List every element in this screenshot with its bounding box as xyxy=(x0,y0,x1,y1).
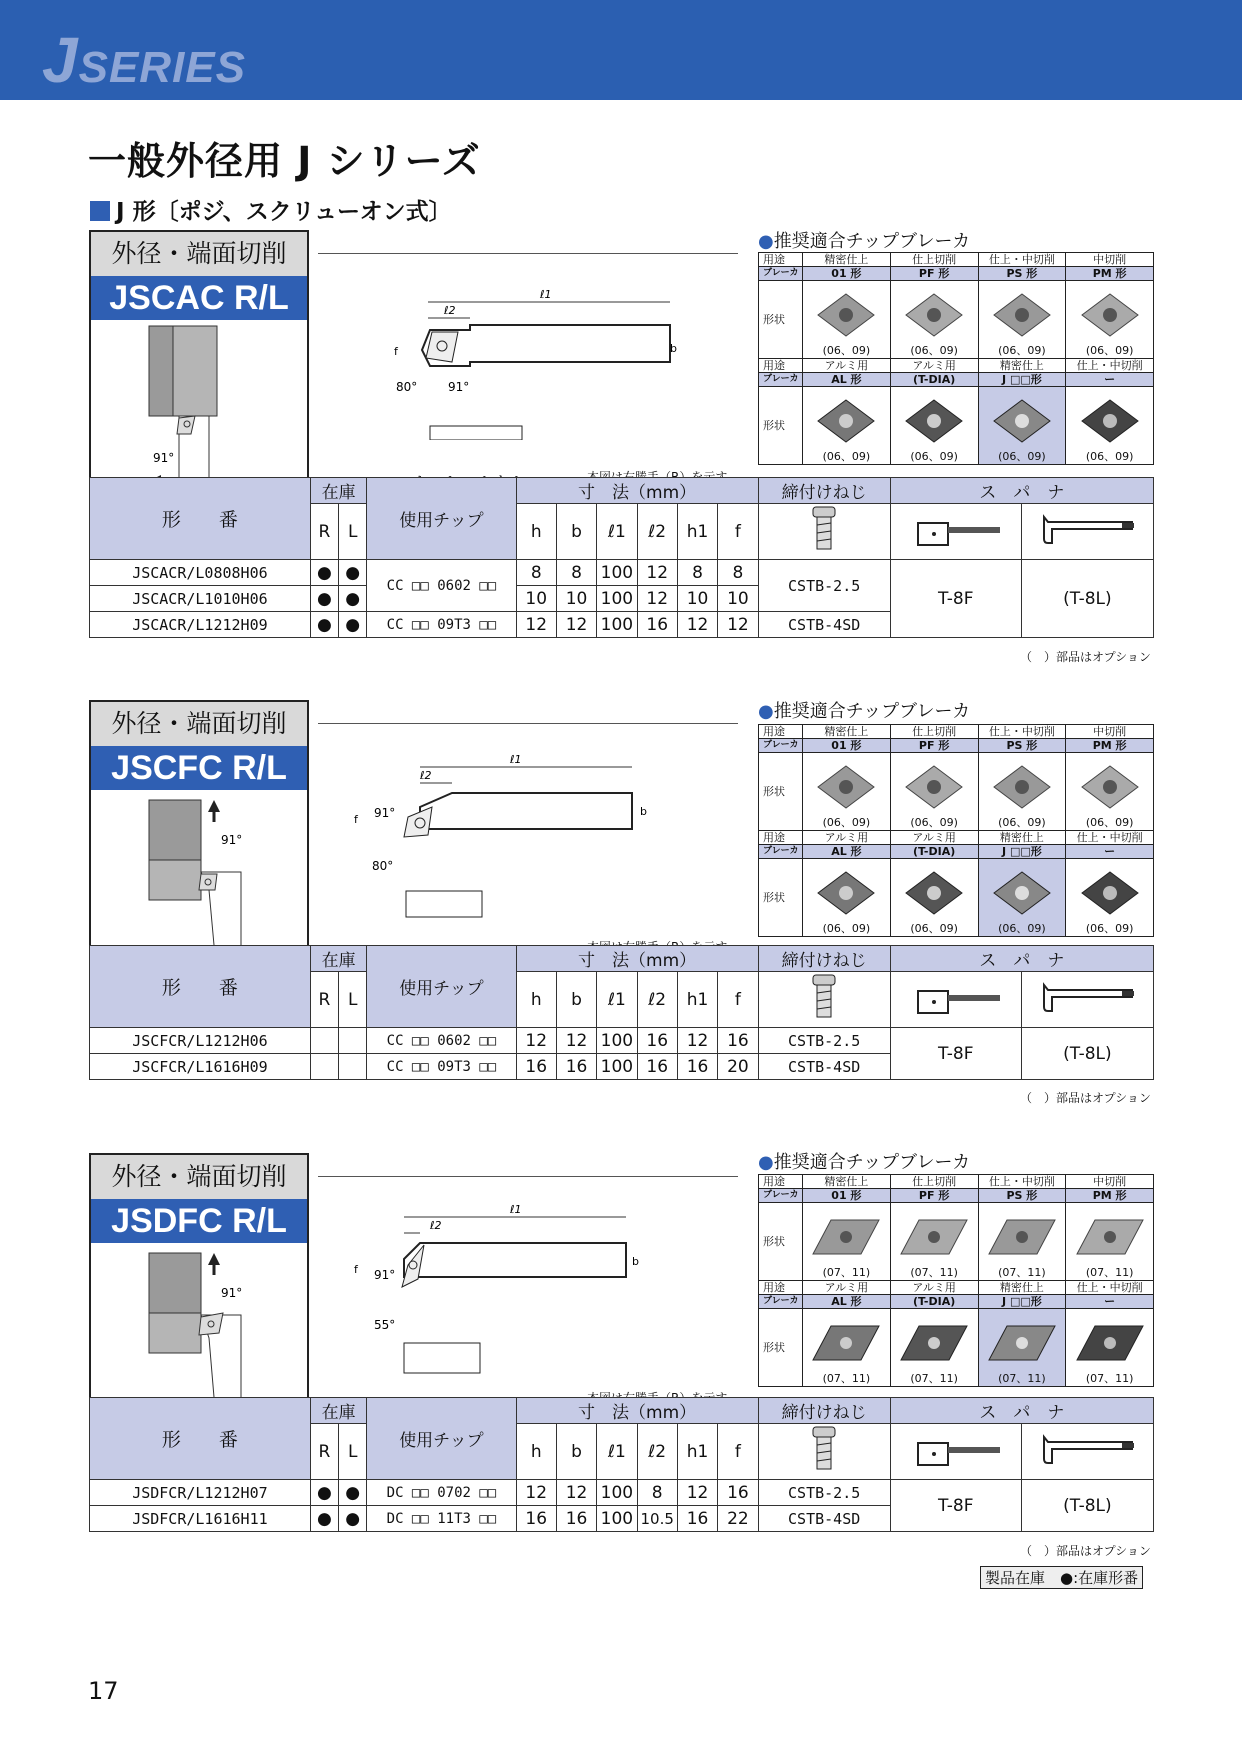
model-box xyxy=(89,230,309,498)
bullet-icon: ● xyxy=(758,1152,774,1173)
chip-cell: (07、11) xyxy=(803,1309,891,1387)
chip-cell: (06、09) xyxy=(1066,859,1154,937)
chip-cell: (06、09) xyxy=(978,281,1066,359)
wrench-l-icon xyxy=(1021,972,1153,1028)
chip-cell: (07、11) xyxy=(978,1309,1066,1387)
divider xyxy=(318,253,738,254)
chip-cell: (06、09) xyxy=(978,753,1066,831)
chip-breaker-table: 用途 精密仕上 仕上切削 仕上・中切削 中切削 ブレーカ 01 形 PF 形 PS 形 PM 形 形状 (06、09) (06、09) (06、09) (06、09) 用途 アルミ用 アルミ用 精密仕上 仕上・中切削 ブレーカ AL 形 (T-DIA) J □□形 ー 形状 (06、09) (06、09) (06、09) (06、09) xyxy=(758,724,1154,937)
svg-text:55°: 55° xyxy=(374,1318,396,1332)
svg-text:b: b xyxy=(640,805,647,818)
cut-label: 外径・端面切削 xyxy=(91,702,307,746)
insert-icon xyxy=(816,762,876,812)
stock-legend: 製品在庫 ●:在庫形番 xyxy=(980,1566,1143,1589)
chip-cell: (07、11) xyxy=(890,1309,978,1387)
svg-text:91°: 91° xyxy=(374,1268,396,1282)
insert-icon xyxy=(992,868,1052,918)
svg-text:b: b xyxy=(632,1255,639,1268)
insert-icon xyxy=(904,290,964,340)
chip-cell: (06、09) xyxy=(803,859,891,937)
insert-icon xyxy=(899,1212,969,1262)
insert-icon xyxy=(899,1318,969,1368)
bullet-icon: ● xyxy=(758,231,774,252)
page-number: 17 xyxy=(88,1677,119,1705)
svg-text:ℓ1: ℓ1 xyxy=(540,288,552,301)
insert-icon xyxy=(987,1212,1057,1262)
chip-cell: (07、11) xyxy=(1066,1309,1154,1387)
model-box xyxy=(89,1153,309,1421)
chip-cell: (06、09) xyxy=(978,387,1066,465)
svg-text:ℓ2: ℓ2 xyxy=(444,304,456,317)
chip-cell: (07、11) xyxy=(890,1203,978,1281)
cut-label: 外径・端面切削 xyxy=(91,232,307,276)
chip-cell: (06、09) xyxy=(890,753,978,831)
insert-icon xyxy=(1080,868,1140,918)
wrench-t-icon xyxy=(890,972,1021,1028)
svg-text:91°: 91° xyxy=(221,1286,243,1300)
tool-drawing xyxy=(320,280,750,440)
insert-icon xyxy=(811,1318,881,1368)
svg-text:91°: 91° xyxy=(153,451,175,465)
series-logo: JSERIES xyxy=(42,24,246,96)
insert-icon xyxy=(816,290,876,340)
wrench-l-icon xyxy=(1021,504,1153,560)
insert-icon xyxy=(1075,1318,1145,1368)
screw-icon xyxy=(758,972,890,1028)
svg-text:91°: 91° xyxy=(374,806,396,820)
insert-icon xyxy=(904,762,964,812)
insert-icon xyxy=(816,396,876,446)
svg-text:f: f xyxy=(354,1263,358,1276)
option-note: （ ）部品はオプション xyxy=(1020,650,1151,664)
insert-icon xyxy=(992,762,1052,812)
insert-icon xyxy=(904,396,964,446)
insert-icon xyxy=(816,868,876,918)
spec-table: 形 番 在庫 使用チップ 寸 法（mm） 締付けねじ ス パ ナ R L h b ℓ1 ℓ2 h1 f JSCACR/L0808H06 ● ● CC □□ 0602 □□ 8 8 100 12 8 8 CSTB-2.5 T-8F (T-8L) JSCACR/L1010H06 ● ● 10 10 100 12 10 10 JSCACR/L1212H09 ● ● CC □□ 09T3 □□ 12 12 100 16 12 12 CSTB-4SD xyxy=(89,477,1154,638)
spec-table: 形 番 在庫 使用チップ 寸 法（mm） 締付けねじ ス パ ナ R L h b ℓ1 ℓ2 h1 f JSCFCR/L1212H06 CC □□ 0602 □□ 12 12 100 16 12 16 CSTB-2.5 T-8F (T-8L) JSCFCR/L1616H09 CC □□ 09T3 □□ 16 16 100 16 16 20 CSTB-4SD xyxy=(89,945,1154,1080)
chip-title: ●推奨適合チップブレーカ xyxy=(758,1152,971,1173)
cut-label: 外径・端面切削 xyxy=(91,1155,307,1199)
chip-cell: (06、09) xyxy=(890,387,978,465)
spec-table: 形 番 在庫 使用チップ 寸 法（mm） 締付けねじ ス パ ナ R L h b ℓ1 ℓ2 h1 f JSDFCR/L1212H07 ● ● DC □□ 0702 □□ 12 12 100 8 12 16 CSTB-2.5 T-8F (T-8L) JSDFCR/L1616H11 ● ● DC □□ 11T3 □□ 16 16 100 10.5 16 22 CSTB-4SD xyxy=(89,1397,1154,1532)
chip-title: ●推奨適合チップブレーカ xyxy=(758,231,971,252)
option-note: （ ）部品はオプション xyxy=(1020,1091,1151,1105)
model-box xyxy=(89,700,309,968)
svg-text:f: f xyxy=(394,345,398,358)
insert-icon xyxy=(1080,290,1140,340)
chip-breaker-table: 用途 精密仕上 仕上切削 仕上・中切削 中切削 ブレーカ 01 形 PF 形 PS 形 PM 形 形状 (07、11) (07、11) (07、11) (07、11) 用途 アルミ用 アルミ用 精密仕上 仕上・中切削 ブレーカ AL 形 (T-DIA) J □□形 ー 形状 (07、11) (07、11) (07、11) (07、11) xyxy=(758,1174,1154,1387)
svg-text:80°: 80° xyxy=(396,380,418,394)
chip-cell: (06、09) xyxy=(803,753,891,831)
cutting-illustration xyxy=(91,320,307,496)
svg-text:ℓ1: ℓ1 xyxy=(510,753,522,766)
svg-text:91°: 91° xyxy=(221,833,243,847)
svg-text:b: b xyxy=(670,342,677,355)
wrench-t-icon xyxy=(890,1424,1021,1480)
wrench-t-icon xyxy=(890,504,1021,560)
chip-cell: (06、09) xyxy=(1066,281,1154,359)
model-name: JSCFC R/L xyxy=(91,746,307,790)
cutting-illustration xyxy=(91,790,307,966)
chip-cell: (06、09) xyxy=(890,859,978,937)
svg-text:ℓ2: ℓ2 xyxy=(430,1219,442,1232)
insert-icon xyxy=(992,290,1052,340)
chip-cell: (06、09) xyxy=(890,281,978,359)
chip-cell: (07、11) xyxy=(1066,1203,1154,1281)
svg-text:91°: 91° xyxy=(448,380,470,394)
tool-drawing xyxy=(320,1195,750,1385)
model-name: JSDFC R/L xyxy=(91,1199,307,1243)
insert-icon xyxy=(1080,762,1140,812)
divider xyxy=(318,1176,738,1177)
chip-cell: (06、09) xyxy=(1066,753,1154,831)
insert-icon xyxy=(987,1318,1057,1368)
chip-title: ●推奨適合チップブレーカ xyxy=(758,701,971,722)
divider xyxy=(318,723,738,724)
insert-icon xyxy=(1075,1212,1145,1262)
svg-text:80°: 80° xyxy=(372,859,394,873)
option-note: （ ）部品はオプション xyxy=(1020,1544,1151,1558)
svg-text:ℓ2: ℓ2 xyxy=(420,769,432,782)
insert-icon xyxy=(992,396,1052,446)
chip-cell: (06、09) xyxy=(803,387,891,465)
wrench-l-icon xyxy=(1021,1424,1153,1480)
chip-cell: (07、11) xyxy=(803,1203,891,1281)
bullet-icon: ● xyxy=(758,701,774,722)
insert-icon xyxy=(811,1212,881,1262)
chip-cell: (07、11) xyxy=(978,1203,1066,1281)
square-bullet-icon xyxy=(90,201,110,221)
svg-text:ℓ1: ℓ1 xyxy=(510,1203,522,1216)
model-name: JSCAC R/L xyxy=(91,276,307,320)
chip-cell: (06、09) xyxy=(1066,387,1154,465)
page-subtitle: J 形〔ポジ、スクリューオン式〕 xyxy=(90,193,452,226)
svg-text:f: f xyxy=(354,813,358,826)
screw-icon xyxy=(758,1424,890,1480)
chip-breaker-table: 用途 精密仕上 仕上切削 仕上・中切削 中切削 ブレーカ 01 形 PF 形 PS 形 PM 形 形状 (06、09) (06、09) (06、09) (06、09) 用途 アルミ用 アルミ用 精密仕上 仕上・中切削 ブレーカ AL 形 (T-DIA) J □□形 ー 形状 (06、09) (06、09) (06、09) (06、09) xyxy=(758,252,1154,465)
chip-cell: (06、09) xyxy=(803,281,891,359)
insert-icon xyxy=(1080,396,1140,446)
tool-drawing xyxy=(320,745,750,935)
page-title: 一般外径用 J シリーズ xyxy=(88,139,481,183)
chip-cell: (06、09) xyxy=(978,859,1066,937)
cutting-illustration xyxy=(91,1243,307,1419)
screw-icon xyxy=(758,504,890,560)
series-banner xyxy=(0,0,1242,100)
insert-icon xyxy=(904,868,964,918)
